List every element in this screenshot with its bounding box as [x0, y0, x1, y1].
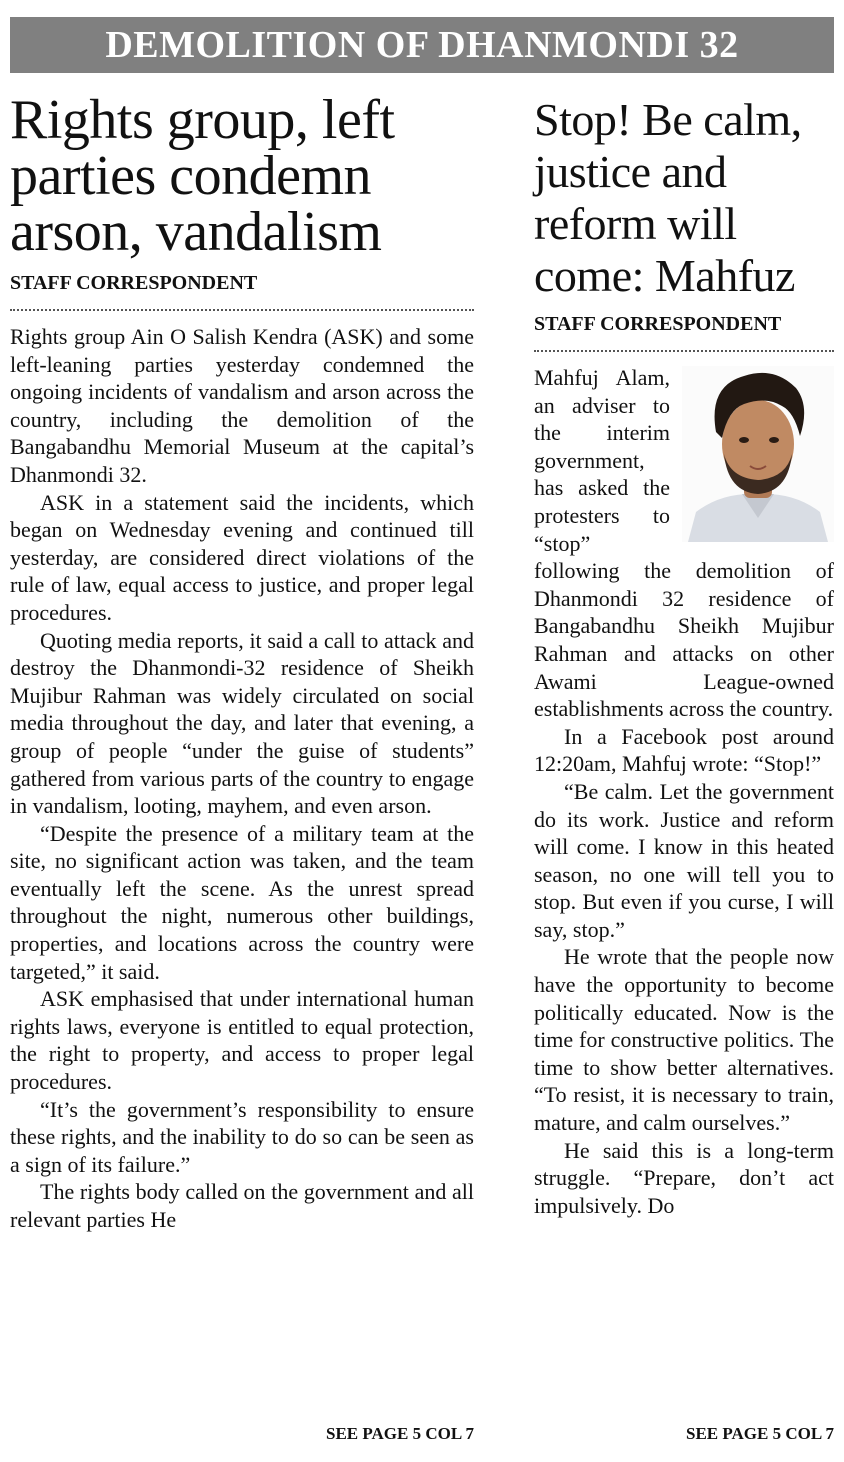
paragraph: The rights body called on the government and all relevant parties He: [10, 1179, 474, 1232]
right-byline: STAFF CORRESPONDENT: [534, 313, 782, 335]
left-story: [10, 89, 474, 1234]
left-dotted-divider: [10, 309, 474, 311]
paragraph: “Despite the presence of a military team at the site, no significant action was taken, and the team eventually left the scene. As the unrest spread throughout the night, numerous other buildings, properties, and locations across the country were targeted,” it said.: [10, 820, 474, 984]
left-body: [10, 323, 474, 1234]
paragraph: ASK in a statement said the incidents, which began on Wednesday evening and continued till yesterday, are considered direct violations of the rule of law, equal access to justice, and proper legal procedures.: [10, 489, 474, 625]
right-dotted-divider: [534, 350, 834, 352]
right-story: [534, 92, 834, 1219]
right-jump-line: SEE PAGE 5 COL 7: [686, 1424, 834, 1443]
section-banner: DEMOLITION OF DHANMONDI 32: [10, 17, 834, 73]
left-headline: Rights group, left parties condemn arson, vandalism: [10, 89, 395, 263]
portrait-illustration: [682, 366, 834, 542]
right-body: [534, 364, 834, 1219]
paragraph: Quoting media reports, it said a call to attack and destroy the Dhanmondi-32 residence of Sheikh Mujibur Rahman was widely circulated on social media throughout the day, and later that evening, a group of people “under the guise of students” gathered from various parts of the country to engage in vandalism, looting, mayhem, and even arson.: [10, 627, 474, 819]
paragraph: He wrote that the people now have the opportunity to become politically educated. Now is the time for constructive politics. The time to show better alternatives. “To resist, it is necessary to train, mature, and calm ourselves.”: [534, 944, 834, 1136]
paragraph: He said this is a long-term struggle. “Prepare, don’t act impulsively. Do: [534, 1137, 834, 1218]
left-byline: STAFF CORRESPONDENT: [10, 272, 258, 294]
paragraph: Rights group Ain O Salish Kendra (ASK) and some left-leaning parties yesterday condemned the ongoing incidents of vandalism and arson across the country, including the demolition of the Bangabandhu Memorial Museum at the capital’s Dhanmondi 32.: [10, 324, 474, 487]
paragraph: ASK emphasised that under international human rights laws, everyone is entitled to equal protection, the right to property, and access to proper legal procedures.: [10, 986, 474, 1095]
left-jump-line: SEE PAGE 5 COL 7: [326, 1424, 474, 1443]
paragraph: In a Facebook post around 12:20am, Mahfuj wrote: “Stop!”: [534, 723, 834, 777]
paragraph: “It’s the government’s responsibility to ensure these rights, and the inability to do so can be seen as a sign of its failure.”: [10, 1096, 474, 1177]
paragraph: Mahfuj Alam, an adviser to the interim government, has asked the protesters to “stop” following the demolition of Dhanmondi 32 residence of Bangabandhu Sheikh Mujibur Rahman and attacks on other Awami League-owned establishments across the country.: [534, 365, 834, 722]
right-headline: Stop! Be calm, justice and reform will come: Mahfuz: [534, 94, 802, 301]
paragraph: “Be calm. Let the government do its work. Justice and reform will come. I know in this heated season, no one will tell you to stop. But even if you curse, I will say, stop.”: [534, 778, 834, 942]
mahfuj-portrait-photo: [682, 366, 834, 542]
